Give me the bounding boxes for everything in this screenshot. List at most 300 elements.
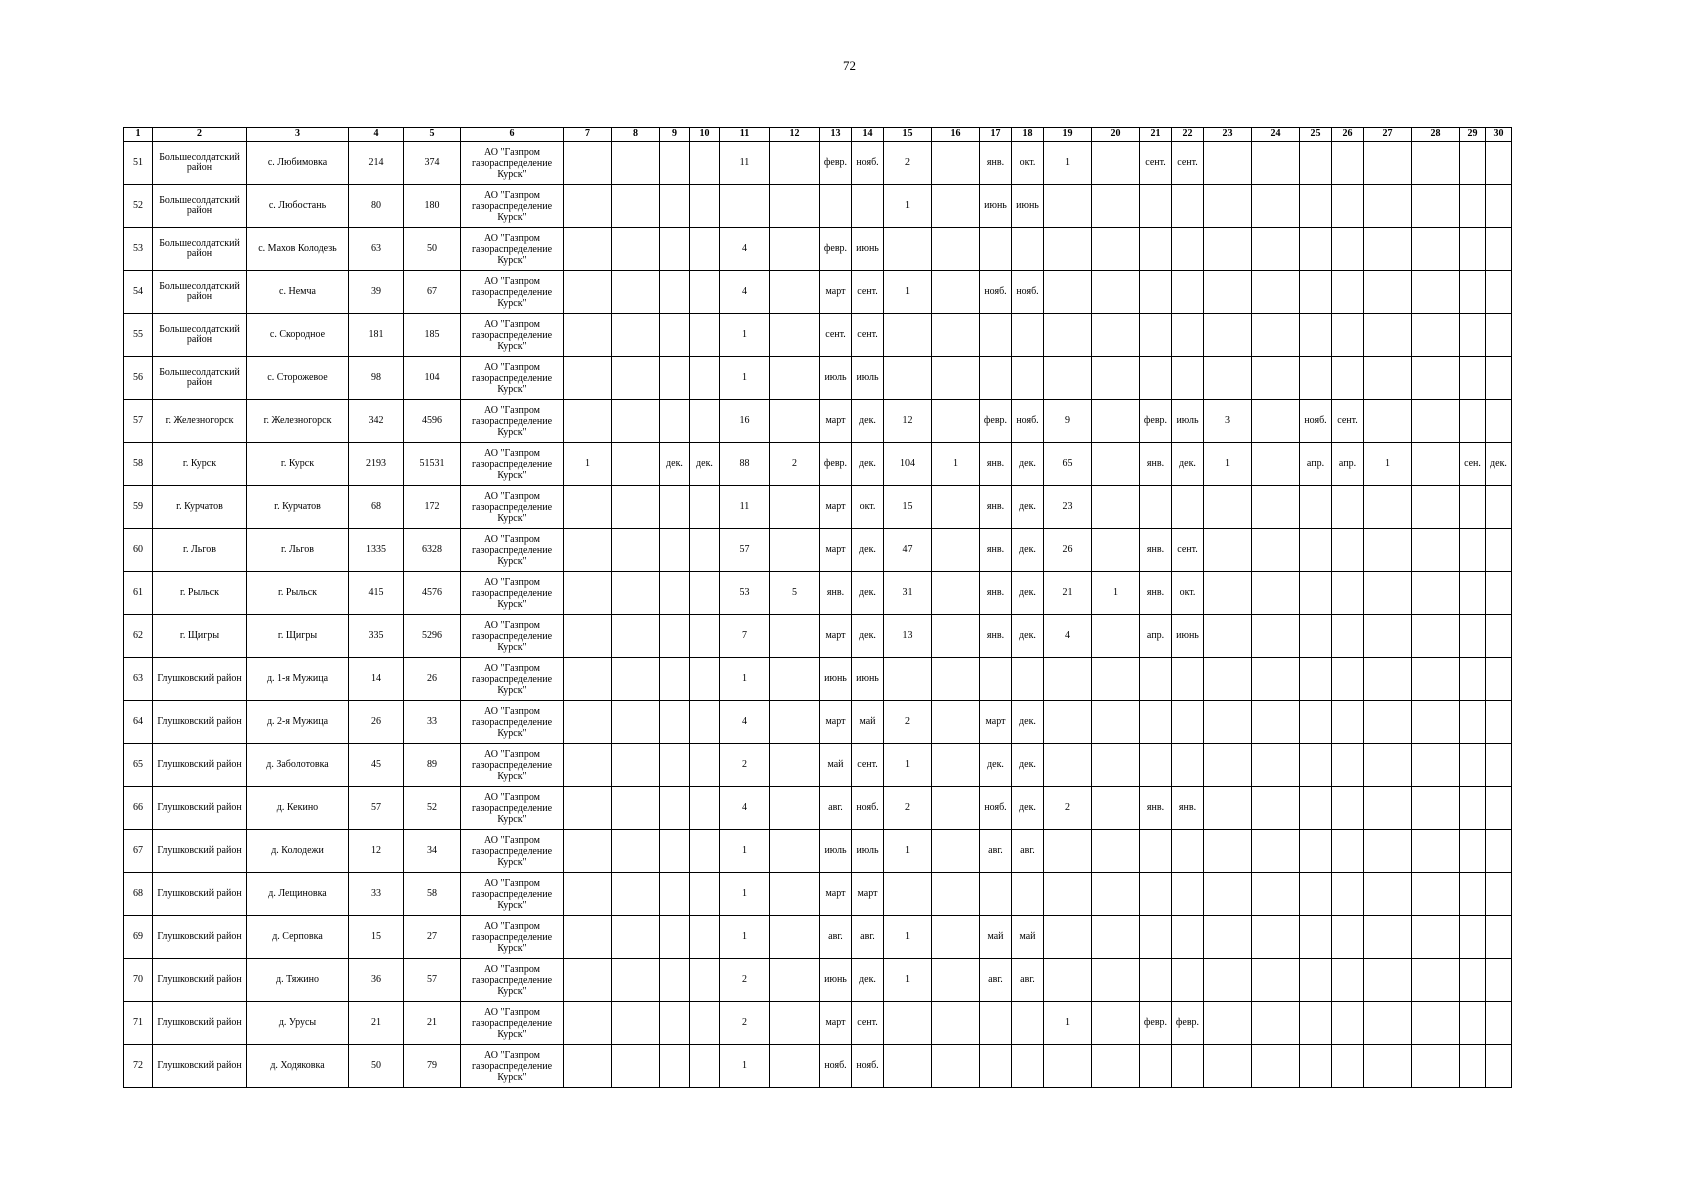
table-cell: июль	[1172, 400, 1204, 443]
table-cell	[1012, 228, 1044, 271]
table-cell	[1252, 572, 1300, 615]
table-cell	[564, 400, 612, 443]
column-header-25: 25	[1300, 128, 1332, 142]
table-cell	[1300, 572, 1332, 615]
table-cell	[1252, 228, 1300, 271]
table-cell: г. Курчатов	[247, 486, 349, 529]
table-cell: май	[1012, 916, 1044, 959]
table-cell	[690, 529, 720, 572]
table-cell	[612, 615, 660, 658]
table-cell: г. Курск	[247, 443, 349, 486]
table-cell	[660, 830, 690, 873]
table-cell: 4	[1044, 615, 1092, 658]
table-cell: дек.	[1012, 744, 1044, 787]
table-cell: авг.	[980, 959, 1012, 1002]
table-cell	[690, 1002, 720, 1045]
table-cell	[1172, 873, 1204, 916]
table-cell	[1252, 443, 1300, 486]
table-cell: 64	[124, 701, 153, 744]
table-cell	[1300, 142, 1332, 185]
table-body	[124, 142, 1512, 1088]
table-cell	[1204, 228, 1252, 271]
table-cell	[1486, 185, 1512, 228]
table-cell	[1332, 830, 1364, 873]
column-header-1: 1	[124, 128, 153, 142]
table-cell	[1332, 228, 1364, 271]
table-cell: Большесолдатский район	[153, 142, 247, 185]
table-cell: 52	[404, 787, 461, 830]
table-cell	[1460, 185, 1486, 228]
table-cell: 1	[1364, 443, 1412, 486]
table-cell: сент.	[852, 1002, 884, 1045]
table-cell	[612, 744, 660, 787]
table-row	[124, 271, 1512, 314]
table-row	[124, 1045, 1512, 1088]
table-cell	[770, 400, 820, 443]
table-cell	[932, 1002, 980, 1045]
table-cell: д. Серповка	[247, 916, 349, 959]
table-cell: нояб.	[820, 1045, 852, 1088]
table-cell: 26	[1044, 529, 1092, 572]
table-cell	[1300, 744, 1332, 787]
column-header-24: 24	[1252, 128, 1300, 142]
table-cell	[1012, 1045, 1044, 1088]
table-cell	[1460, 1002, 1486, 1045]
table-cell	[1364, 658, 1412, 701]
table-cell: сен.	[1460, 443, 1486, 486]
table-row	[124, 486, 1512, 529]
table-cell: 12	[349, 830, 404, 873]
table-cell: 16	[720, 400, 770, 443]
table-cell: май	[820, 744, 852, 787]
table-row	[124, 142, 1512, 185]
table-cell	[932, 357, 980, 400]
table-cell	[1460, 830, 1486, 873]
table-cell	[1332, 142, 1364, 185]
table-cell: 4	[720, 228, 770, 271]
table-cell	[932, 314, 980, 357]
table-cell: АО "Газпром газораспределение Курск"	[461, 916, 564, 959]
table-cell: д. Ходяковка	[247, 1045, 349, 1088]
table-cell	[690, 658, 720, 701]
table-cell: июнь	[820, 658, 852, 701]
table-cell	[1412, 314, 1460, 357]
table-cell	[660, 357, 690, 400]
table-cell	[1172, 658, 1204, 701]
table-cell	[1044, 959, 1092, 1002]
table-cell	[1044, 314, 1092, 357]
table-cell	[770, 744, 820, 787]
table-cell: 1	[720, 830, 770, 873]
table-cell	[884, 228, 932, 271]
table-cell	[884, 1002, 932, 1045]
table-cell: 68	[349, 486, 404, 529]
table-cell	[770, 1045, 820, 1088]
table-cell	[1140, 873, 1172, 916]
table-cell	[932, 400, 980, 443]
table-cell: 1	[720, 658, 770, 701]
table-cell	[1460, 787, 1486, 830]
table-cell: 1	[720, 873, 770, 916]
table-cell	[1140, 185, 1172, 228]
table-cell: 1	[720, 314, 770, 357]
table-cell	[1486, 658, 1512, 701]
table-row	[124, 830, 1512, 873]
table-cell	[1332, 357, 1364, 400]
table-cell	[770, 615, 820, 658]
table-cell	[1172, 185, 1204, 228]
column-header-9: 9	[660, 128, 690, 142]
table-cell	[1364, 400, 1412, 443]
table-cell: 7	[720, 615, 770, 658]
table-cell	[932, 185, 980, 228]
table-cell: АО "Газпром газораспределение Курск"	[461, 744, 564, 787]
table-cell: 104	[404, 357, 461, 400]
table-cell	[1300, 787, 1332, 830]
table-cell	[660, 400, 690, 443]
table-cell: февр.	[1140, 1002, 1172, 1045]
table-cell	[980, 314, 1012, 357]
table-cell	[1332, 916, 1364, 959]
table-cell	[1460, 357, 1486, 400]
table-cell	[564, 701, 612, 744]
table-cell	[564, 1002, 612, 1045]
gasification-table	[123, 127, 1512, 1088]
column-header-28: 28	[1412, 128, 1460, 142]
table-cell	[690, 357, 720, 400]
table-cell	[1364, 228, 1412, 271]
table-cell	[1460, 142, 1486, 185]
table-cell	[1486, 1045, 1512, 1088]
table-cell: 2	[1044, 787, 1092, 830]
table-cell	[1332, 658, 1364, 701]
table-cell: авг.	[1012, 959, 1044, 1002]
column-header-13: 13	[820, 128, 852, 142]
column-header-23: 23	[1204, 128, 1252, 142]
table-cell: март	[820, 1002, 852, 1045]
table-cell	[1204, 916, 1252, 959]
column-header-7: 7	[564, 128, 612, 142]
table-cell: 1	[1044, 142, 1092, 185]
table-cell	[820, 185, 852, 228]
table-cell	[660, 615, 690, 658]
table-cell	[1486, 572, 1512, 615]
table-cell	[1092, 830, 1140, 873]
column-header-16: 16	[932, 128, 980, 142]
table-cell: 23	[1044, 486, 1092, 529]
table-cell: 1	[1044, 1002, 1092, 1045]
table-cell	[1364, 701, 1412, 744]
table-cell	[932, 787, 980, 830]
table-cell	[980, 228, 1012, 271]
table-cell	[1460, 529, 1486, 572]
table-cell: 214	[349, 142, 404, 185]
table-cell: 4	[720, 787, 770, 830]
table-cell: 26	[404, 658, 461, 701]
table-cell: АО "Газпром газораспределение Курск"	[461, 959, 564, 1002]
table-cell	[1364, 185, 1412, 228]
table-cell	[770, 486, 820, 529]
table-cell	[1092, 1002, 1140, 1045]
table-cell	[1140, 830, 1172, 873]
table-cell	[1204, 185, 1252, 228]
table-cell	[932, 271, 980, 314]
table-cell	[1204, 357, 1252, 400]
table-cell	[1332, 486, 1364, 529]
table-cell: 60	[124, 529, 153, 572]
table-cell	[770, 228, 820, 271]
table-cell	[1140, 701, 1172, 744]
table-cell	[720, 185, 770, 228]
table-cell: АО "Газпром газораспределение Курск"	[461, 572, 564, 615]
table-cell: дек.	[852, 529, 884, 572]
table-cell	[1252, 142, 1300, 185]
table-cell	[1364, 873, 1412, 916]
table-cell	[1204, 572, 1252, 615]
table-cell	[1092, 701, 1140, 744]
table-cell: 1	[564, 443, 612, 486]
table-cell	[1012, 658, 1044, 701]
table-cell: 6328	[404, 529, 461, 572]
table-cell	[660, 142, 690, 185]
table-cell	[1140, 486, 1172, 529]
table-cell: сент.	[1140, 142, 1172, 185]
table-cell	[690, 572, 720, 615]
table-row	[124, 744, 1512, 787]
table-row	[124, 572, 1512, 615]
table-cell: Большесолдатский район	[153, 185, 247, 228]
table-cell: 63	[349, 228, 404, 271]
table-cell	[660, 185, 690, 228]
table-cell	[1486, 1002, 1512, 1045]
table-cell	[770, 959, 820, 1002]
table-cell	[690, 142, 720, 185]
table-cell: 15	[349, 916, 404, 959]
table-cell	[1140, 228, 1172, 271]
table-cell	[1460, 873, 1486, 916]
table-cell	[1486, 787, 1512, 830]
table-cell: 68	[124, 873, 153, 916]
table-cell	[1460, 701, 1486, 744]
table-cell	[1412, 142, 1460, 185]
table-cell	[660, 916, 690, 959]
table-cell	[770, 787, 820, 830]
table-cell: 1	[884, 916, 932, 959]
table-cell: 53	[124, 228, 153, 271]
table-cell: нояб.	[1012, 400, 1044, 443]
table-cell: 2	[884, 142, 932, 185]
table-cell	[1300, 486, 1332, 529]
table-header	[124, 128, 1512, 142]
table-cell	[770, 658, 820, 701]
table-cell: сент.	[1332, 400, 1364, 443]
table-cell: 181	[349, 314, 404, 357]
table-cell	[1140, 744, 1172, 787]
table-cell	[1172, 916, 1204, 959]
table-cell: янв.	[980, 443, 1012, 486]
table-cell	[852, 185, 884, 228]
table-cell: 9	[1044, 400, 1092, 443]
table-cell	[564, 615, 612, 658]
table-cell	[612, 787, 660, 830]
table-cell: 1	[720, 1045, 770, 1088]
table-cell: Глушковский район	[153, 787, 247, 830]
table-cell: нояб.	[852, 142, 884, 185]
table-cell: авг.	[852, 916, 884, 959]
table-cell: янв.	[980, 486, 1012, 529]
table-cell	[1364, 486, 1412, 529]
table-cell	[690, 701, 720, 744]
table-cell: 45	[349, 744, 404, 787]
table-cell: 57	[124, 400, 153, 443]
table-cell	[1252, 959, 1300, 1002]
table-cell: АО "Газпром газораспределение Курск"	[461, 486, 564, 529]
table-cell	[660, 1045, 690, 1088]
table-cell	[1300, 228, 1332, 271]
table-row	[124, 658, 1512, 701]
table-cell	[690, 486, 720, 529]
table-cell	[612, 658, 660, 701]
column-header-8: 8	[612, 128, 660, 142]
table-cell	[884, 658, 932, 701]
table-cell	[932, 572, 980, 615]
table-cell	[612, 142, 660, 185]
table-row	[124, 959, 1512, 1002]
table-cell	[564, 185, 612, 228]
table-cell	[1204, 1045, 1252, 1088]
table-cell: 1	[884, 744, 932, 787]
table-cell	[1486, 916, 1512, 959]
table-cell: д. 2-я Мужица	[247, 701, 349, 744]
table-cell	[1486, 959, 1512, 1002]
table-cell: сент.	[1172, 529, 1204, 572]
table-cell: 27	[404, 916, 461, 959]
table-cell	[660, 529, 690, 572]
table-cell	[1300, 830, 1332, 873]
table-cell: окт.	[1172, 572, 1204, 615]
table-cell	[1204, 486, 1252, 529]
table-cell: АО "Газпром газораспределение Курск"	[461, 443, 564, 486]
table-cell: 335	[349, 615, 404, 658]
table-cell: 1335	[349, 529, 404, 572]
table-cell: 11	[720, 486, 770, 529]
table-cell: дек.	[1012, 701, 1044, 744]
table-cell	[1204, 142, 1252, 185]
table-cell	[1412, 1045, 1460, 1088]
table-cell: 2	[770, 443, 820, 486]
table-cell	[1172, 830, 1204, 873]
table-cell	[1364, 959, 1412, 1002]
table-cell	[1140, 1045, 1172, 1088]
table-cell: 2	[720, 959, 770, 1002]
table-cell	[690, 830, 720, 873]
table-row	[124, 873, 1512, 916]
table-cell	[564, 873, 612, 916]
table-cell: 104	[884, 443, 932, 486]
table-cell	[1044, 185, 1092, 228]
table-cell	[1332, 787, 1364, 830]
table-cell	[1204, 529, 1252, 572]
table-cell: АО "Газпром газораспределение Курск"	[461, 185, 564, 228]
table-cell	[564, 142, 612, 185]
table-cell	[1252, 701, 1300, 744]
table-cell: февр.	[820, 443, 852, 486]
table-cell	[1412, 744, 1460, 787]
table-cell	[612, 314, 660, 357]
table-cell	[932, 701, 980, 744]
table-cell	[1364, 744, 1412, 787]
column-header-29: 29	[1460, 128, 1486, 142]
table-cell	[660, 959, 690, 1002]
column-header-11: 11	[720, 128, 770, 142]
table-cell	[612, 185, 660, 228]
table-cell: 58	[124, 443, 153, 486]
table-cell	[1412, 572, 1460, 615]
table-cell: 21	[1044, 572, 1092, 615]
table-cell: янв.	[980, 142, 1012, 185]
table-cell	[1172, 959, 1204, 1002]
table-cell	[1460, 744, 1486, 787]
table-cell: февр.	[1172, 1002, 1204, 1045]
table-cell	[1204, 615, 1252, 658]
table-cell	[1172, 271, 1204, 314]
table-cell	[1364, 1002, 1412, 1045]
table-cell: Глушковский район	[153, 1045, 247, 1088]
table-cell: г. Железногорск	[247, 400, 349, 443]
table-cell	[1460, 1045, 1486, 1088]
table-cell	[1412, 228, 1460, 271]
table-cell	[1252, 185, 1300, 228]
table-cell: 69	[124, 916, 153, 959]
table-cell	[1486, 486, 1512, 529]
table-cell: 172	[404, 486, 461, 529]
table-cell	[660, 486, 690, 529]
table-cell	[660, 572, 690, 615]
table-cell: АО "Газпром газораспределение Курск"	[461, 615, 564, 658]
table-cell	[690, 271, 720, 314]
table-cell	[932, 658, 980, 701]
table-cell: дек.	[1012, 443, 1044, 486]
table-cell	[1332, 959, 1364, 1002]
table-cell: с. Немча	[247, 271, 349, 314]
table-cell: нояб.	[1300, 400, 1332, 443]
table-cell	[884, 357, 932, 400]
table-cell: янв.	[1140, 787, 1172, 830]
table-cell	[612, 228, 660, 271]
table-cell	[1460, 615, 1486, 658]
table-cell	[1412, 701, 1460, 744]
table-cell: Глушковский район	[153, 830, 247, 873]
table-cell: 1	[884, 830, 932, 873]
table-cell	[1300, 959, 1332, 1002]
table-cell: дек.	[980, 744, 1012, 787]
table-cell	[1252, 787, 1300, 830]
table-cell	[1300, 357, 1332, 400]
table-cell	[612, 443, 660, 486]
table-cell: 72	[124, 1045, 153, 1088]
table-cell	[1460, 271, 1486, 314]
table-cell	[1486, 744, 1512, 787]
table-cell	[1460, 959, 1486, 1002]
table-cell: май	[980, 916, 1012, 959]
table-cell	[660, 228, 690, 271]
table-row	[124, 357, 1512, 400]
table-cell	[1204, 701, 1252, 744]
table-cell: 12	[884, 400, 932, 443]
table-cell	[564, 228, 612, 271]
column-header-19: 19	[1044, 128, 1092, 142]
table-cell	[1172, 1045, 1204, 1088]
